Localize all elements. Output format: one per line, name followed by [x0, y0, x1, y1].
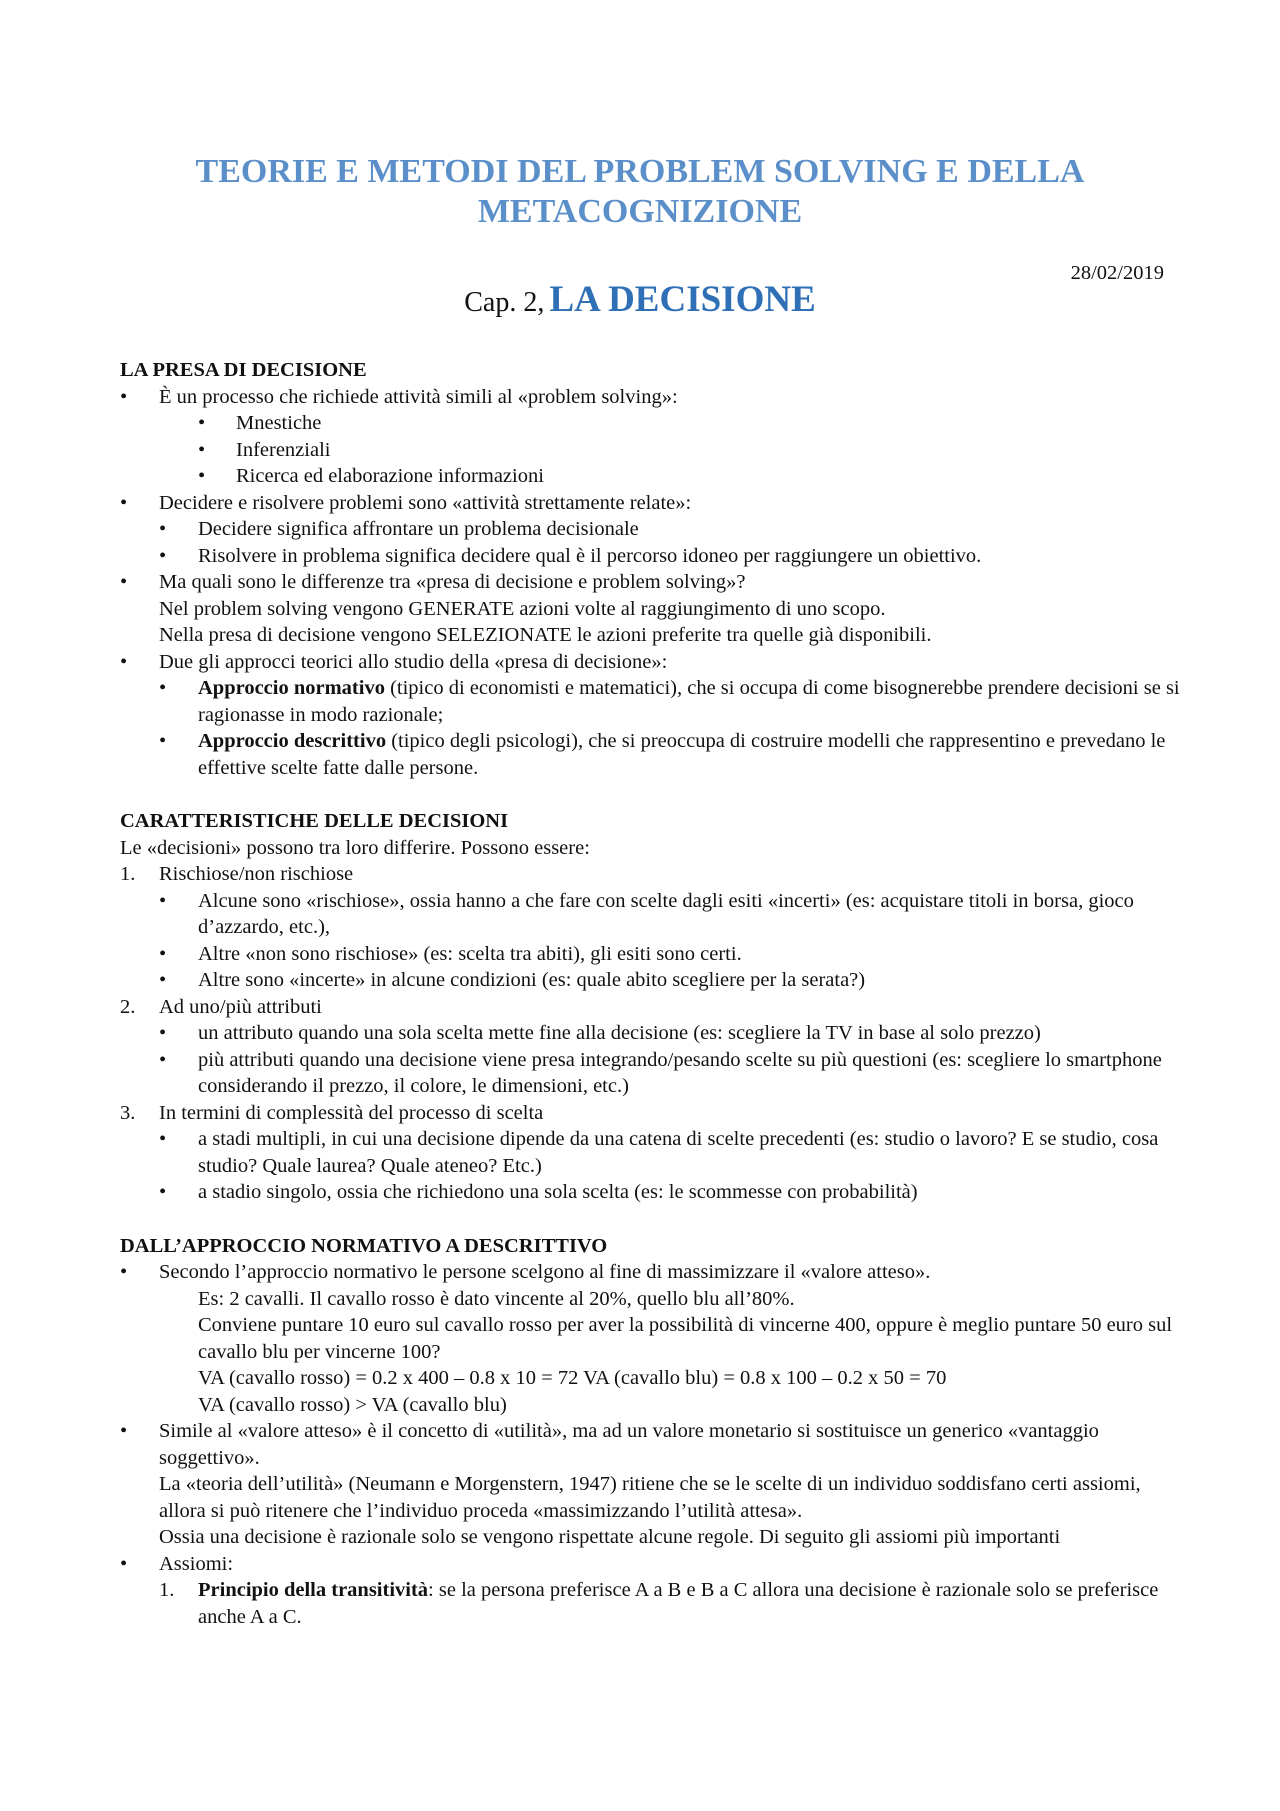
- number-marker: 1.: [159, 1579, 175, 1601]
- section-spacer: [120, 781, 1180, 808]
- section-heading-normativo-descrittivo: DALL’APPROCCIO NORMATIVO A DESCRITTIVO: [120, 1234, 608, 1257]
- list-item: [120, 649, 1180, 676]
- list-item-text: Decidere e risolvere problemi sono «attività strettamente relate»:: [159, 491, 692, 514]
- list-item-text: È un processo che richiede attività simili al «problem solving»:: [159, 385, 678, 408]
- number-marker: 3.: [120, 1101, 136, 1124]
- list-item-text: Alcune sono «rischiose», ossia hanno a che fare con scelte dagli esiti «incerti» (es: acquistare titoli in borsa, gioco d’azzardo, etc.),: [198, 889, 1134, 938]
- list-item: [120, 1047, 1180, 1100]
- list-item: [120, 516, 1180, 543]
- bullet-marker: •: [198, 438, 206, 461]
- list-item: [120, 1179, 1180, 1206]
- numbered-item: [120, 861, 1180, 888]
- bullet-marker: •: [159, 730, 167, 752]
- title-line-1: TEORIE E METODI DEL PROBLEM SOLVING E DELLA: [195, 153, 1085, 190]
- list-item: [120, 543, 1180, 570]
- bullet-marker: •: [120, 385, 128, 408]
- list-item-text: Altre sono «incerte» in alcune condizioni (es: quale abito scegliere per la serata?): [198, 969, 866, 991]
- list-item: [120, 490, 1180, 517]
- section-heading-caratteristiche: CARATTERISTICHE DELLE DECISIONI: [120, 810, 509, 832]
- list-item: [120, 941, 1180, 968]
- list-item: [120, 888, 1180, 941]
- numbered-item: [120, 1577, 1180, 1630]
- list-item: [120, 728, 1180, 781]
- list-item-text: Due gli approcci teorici allo studio della «presa di decisione»:: [159, 650, 668, 673]
- numbered-item-label: In termini di complessità del processo di scelta: [159, 1101, 544, 1124]
- number-marker: 2.: [120, 995, 136, 1018]
- bullet-marker: •: [120, 571, 128, 593]
- list-item-text: un attributo quando una sola scelta mette fine alla decisione (es: scegliere la TV in base al solo prezzo): [198, 1022, 1041, 1044]
- bullet-marker: •: [159, 1128, 167, 1150]
- example-line: VA (cavallo rosso) = 0.2 x 400 – 0.8 x 10 = 72 VA (cavallo blu) = 0.8 x 100 – 0.2 x 50 = 70: [198, 1367, 947, 1389]
- chapter-title: LA DECISIONE: [549, 279, 816, 320]
- list-item-text: Assiomi:: [159, 1552, 234, 1575]
- bullet-marker: •: [120, 491, 128, 514]
- paragraph-line: Nel problem solving vengono GENERATE azioni volte al raggiungimento di uno scopo.: [159, 597, 886, 620]
- bullet-marker: •: [198, 465, 206, 487]
- example-line: VA (cavallo rosso) > VA (cavallo blu): [198, 1393, 507, 1416]
- bullet-marker: •: [120, 1420, 128, 1442]
- section-intro: Le «decisioni» possono tra loro differire. Possono essere:: [120, 836, 590, 859]
- section-spacer: [120, 1206, 1180, 1233]
- list-item-text: Ma quali sono le differenze tra «presa di decisione e problem solving»?: [159, 571, 746, 593]
- bullet-marker: •: [159, 1181, 167, 1203]
- numbered-item: [120, 1100, 1180, 1127]
- paragraph-line: Ossia una decisione è razionale solo se vengono rispettate alcune regole. Di seguito gli assiomi più importanti: [159, 1526, 1061, 1548]
- list-item-text: Simile al «valore atteso» è il concetto di «utilità», ma ad un valore monetario si sostituisce un generico «vantaggio soggettivo».: [159, 1420, 1099, 1469]
- list-item-text: a stadi multipli, in cui una decisione dipende da una catena di scelte precedenti (es: studio o lavoro? E se studio, cosa studio? Quale laurea? Quale ateneo? Etc.): [198, 1128, 1159, 1177]
- title-line-2: METACOGNIZIONE: [477, 193, 803, 230]
- document-date: 28/02/2019: [1070, 262, 1164, 284]
- term-approccio-descrittivo: Approccio descrittivo: [198, 730, 387, 752]
- bullet-marker: •: [159, 969, 167, 991]
- list-item-text: (tipico di economisti e matematici), che si occupa di come bisognerebbe prendere decisioni se si ragionasse in modo razionale;: [198, 677, 1180, 726]
- list-item-text: (tipico degli psicologi), che si preoccupa di costruire modelli che rappresentino e prevedano le effettive scelte fatte dalle persone.: [198, 730, 1166, 779]
- list-item-text: più attributi quando una decisione viene presa integrando/pesando scelte su più questioni (es: scegliere lo smartphone considerando il prezzo, il colore, le dimensioni, etc.): [198, 1048, 1162, 1097]
- list-item: [120, 569, 1180, 596]
- list-item: [120, 1020, 1180, 1047]
- list-item: [120, 437, 1180, 464]
- bullet-marker: •: [198, 412, 206, 434]
- numbered-item-label: Rischiose/non rischiose: [159, 863, 354, 885]
- list-item: [120, 384, 1180, 411]
- paragraph-line: La «teoria dell’utilità» (Neumann e Morgenstern, 1947) ritiene che se le scelte di un individuo soddisfano certi assiomi, allora si può ritenere che l’individuo proceda «massimizzando l’utilità attesa».: [159, 1473, 1141, 1522]
- list-item-text: Inferenziali: [236, 438, 331, 461]
- list-item: [120, 1551, 1180, 1578]
- list-item-text: Decidere significa affrontare un problema decisionale: [198, 518, 639, 540]
- list-item-text: a stadio singolo, ossia che richiedono una sola scelta (es: le scommesse con probabilità): [198, 1181, 918, 1203]
- bullet-marker: •: [159, 544, 167, 567]
- list-item: [120, 463, 1180, 490]
- bullet-marker: •: [120, 1552, 128, 1575]
- term-principio-transitivita: Principio della transitività: [198, 1579, 429, 1601]
- bullet-marker: •: [120, 650, 128, 673]
- document-body: [120, 357, 1180, 1630]
- section-heading-presa-decisione: LA PRESA DI DECISIONE: [120, 359, 367, 381]
- number-marker: 1.: [120, 863, 136, 885]
- numbered-item-label: Ad uno/più attributi: [159, 995, 322, 1018]
- list-item: [120, 1259, 1180, 1286]
- paragraph-line: Nella presa di decisione vengono SELEZIONATE le azioni preferite tra quelle già disponibili.: [159, 624, 932, 646]
- list-item: [120, 967, 1180, 994]
- document-title: [120, 152, 1160, 232]
- list-item: [120, 675, 1180, 728]
- chapter-heading: [120, 279, 1160, 320]
- bullet-marker: •: [159, 889, 167, 912]
- example-line: Conviene puntare 10 euro sul cavallo rosso per aver la possibilità di vincerne 400, oppure è meglio puntare 50 euro sul cavallo blu per vincerne 100?: [198, 1314, 1173, 1363]
- term-approccio-normativo: Approccio normativo: [198, 677, 385, 699]
- bullet-marker: •: [159, 518, 167, 540]
- list-item: [120, 1418, 1180, 1471]
- example-line: Es: 2 cavalli. Il cavallo rosso è dato vincente al 20%, quello blu all’80%.: [198, 1287, 795, 1310]
- numbered-item: [120, 994, 1180, 1021]
- list-item: [120, 1126, 1180, 1179]
- list-item-text: : se la persona preferisce A a B e B a C allora una decisione è razionale solo se preferisce anche A a C.: [198, 1579, 1159, 1628]
- bullet-marker: •: [159, 677, 167, 699]
- bullet-marker: •: [120, 1261, 128, 1283]
- bullet-marker: •: [159, 1048, 167, 1071]
- list-item-text: Altre «non sono rischiose» (es: scelta tra abiti), gli esiti sono certi.: [198, 942, 742, 965]
- chapter-prefix: Cap. 2,: [464, 287, 545, 318]
- list-item: [120, 410, 1180, 437]
- list-item-text: Secondo l’approccio normativo le persone scelgono al fine di massimizzare il «valore atteso».: [159, 1261, 931, 1283]
- list-item-text: Mnestiche: [236, 412, 322, 434]
- bullet-marker: •: [159, 942, 167, 965]
- bullet-marker: •: [159, 1022, 167, 1044]
- list-item-text: Ricerca ed elaborazione informazioni: [236, 465, 544, 487]
- list-item-text: Risolvere in problema significa decidere qual è il percorso idoneo per raggiungere un obiettivo.: [198, 544, 982, 567]
